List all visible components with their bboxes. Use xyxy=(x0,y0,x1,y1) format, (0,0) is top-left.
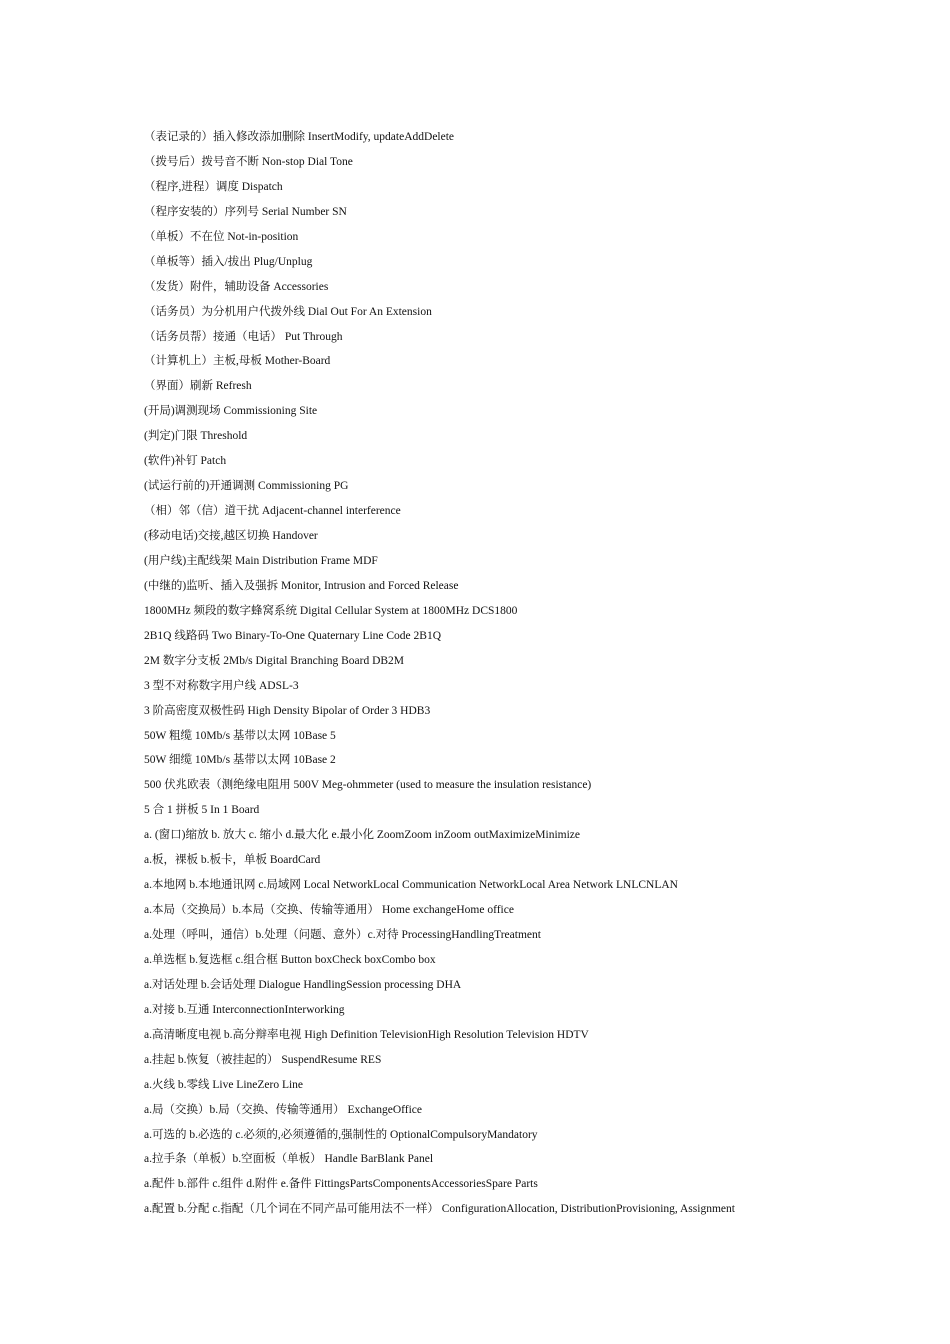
glossary-entry: 2B1Q 线路码 Two Binary-To-One Quaternary Line Code 2B1Q xyxy=(144,629,442,642)
glossary-entry: a.拉手条（单板）b.空面板（单板） Handle BarBlank Panel xyxy=(144,1153,434,1166)
glossary-entry: a.高清晰度电视 b.高分辩率电视 High Definition TelevisionHigh Resolution Television HDTV xyxy=(144,1028,589,1041)
glossary-entry: a.板，裸板 b.板卡，单板 BoardCard xyxy=(144,854,321,867)
glossary-entry: （计算机上）主板,母板 Mother-Board xyxy=(144,355,331,368)
glossary-entry: 50W 细缆 10Mb/s 基带以太网 10Base 2 xyxy=(144,754,336,767)
glossary-list xyxy=(144,127,924,1224)
glossary-entry: （话务员帮）接通（电话） Put Through xyxy=(144,330,343,343)
glossary-entry: 1800MHz 频段的数字蜂窝系统 Digital Cellular System at 1800MHz DCS1800 xyxy=(144,604,518,617)
glossary-entry: (中继的)监听、插入及强拆 Monitor, Intrusion and Forced Release xyxy=(144,579,459,592)
glossary-entry: a.单选框 b.复选框 c.组合框 Button boxCheck boxCombo box xyxy=(144,953,436,966)
glossary-entry: a.对话处理 b.会话处理 Dialogue HandlingSession processing DHA xyxy=(144,978,462,991)
glossary-entry: （程序,进程）调度 Dispatch xyxy=(144,180,283,193)
glossary-entry: 5 合 1 拼板 5 In 1 Board xyxy=(144,804,260,817)
glossary-entry: （单板）不在位 Not-in-position xyxy=(144,230,299,243)
glossary-entry: （拨号后）拨号音不断 Non-stop Dial Tone xyxy=(144,155,353,168)
glossary-entry: 50W 粗缆 10Mb/s 基带以太网 10Base 5 xyxy=(144,729,336,742)
glossary-entry: （单板等）插入/拔出 Plug/Unplug xyxy=(144,255,313,268)
glossary-entry: (用户线)主配线架 Main Distribution Frame MDF xyxy=(144,554,378,567)
glossary-entry: a.可选的 b.必选的 c.必须的,必须遵循的,强制性的 OptionalCompulsoryMandatory xyxy=(144,1128,538,1141)
glossary-entry: （程序安装的）序列号 Serial Number SN xyxy=(144,205,347,218)
glossary-entry: 3 阶高密度双极性码 High Density Bipolar of Order 3 HDB3 xyxy=(144,704,431,717)
glossary-entry: （话务员）为分机用户代拨外线 Dial Out For An Extension xyxy=(144,305,432,318)
glossary-entry: (移动电话)交接,越区切换 Handover xyxy=(144,530,318,542)
glossary-entry: a.火线 b.零线 Live LineZero Line xyxy=(144,1078,304,1091)
glossary-entry: a.配件 b.部件 c.组件 d.附件 e.备件 FittingsPartsComponentsAccessoriesSpare Parts xyxy=(144,1178,538,1191)
glossary-entry: (试运行前的)开通调测 Commissioning PG xyxy=(144,480,349,493)
glossary-entry: (判定)门限 Threshold xyxy=(144,430,248,443)
glossary-entry: (开局)调测现场 Commissioning Site xyxy=(144,405,318,418)
glossary-entry: a. (窗口)缩放 b. 放大 c. 缩小 d.最大化 e.最小化 ZoomZoom inZoom outMaximizeMinimize xyxy=(144,829,580,842)
glossary-entry: a.挂起 b.恢复（被挂起的） SuspendResume RES xyxy=(144,1053,382,1066)
glossary-entry: （发货）附件，辅助设备 Accessories xyxy=(144,280,329,293)
glossary-entry: a.处理（呼叫，通信）b.处理（问题、意外）c.对待 ProcessingHandlingTreatment xyxy=(144,929,541,941)
glossary-entry: (软件)补钉 Patch xyxy=(144,455,227,468)
glossary-entry: a.局（交换）b.局（交换、传输等通用） ExchangeOffice xyxy=(144,1103,422,1116)
glossary-entry: a.本局（交换局）b.本局（交换、传输等通用） Home exchangeHome office xyxy=(144,904,514,917)
glossary-entry: a.配置 b.分配 c.指配（几个词在不同产品可能用法不一样） ConfigurationAllocation, DistributionProvisioning, Assignment xyxy=(144,1203,735,1216)
glossary-entry: （界面）刷新 Refresh xyxy=(144,380,252,393)
glossary-entry: a.对接 b.互通 InterconnectionInterworking xyxy=(144,1003,345,1016)
glossary-entry: 3 型不对称数字用户线 ADSL-3 xyxy=(144,679,299,692)
glossary-entry: a.本地网 b.本地通讯网 c.局域网 Local NetworkLocal Communication NetworkLocal Area Network LNLCNLAN xyxy=(144,879,678,892)
glossary-entry: （表记录的）插入修改添加删除 InsertModify, updateAddDelete xyxy=(144,131,455,143)
glossary-entry: 2M 数字分支板 2Mb/s Digital Branching Board DB2M xyxy=(144,654,405,667)
glossary-entry: （相）邻（信）道干扰 Adjacent-channel interference xyxy=(144,505,401,518)
glossary-entry: 500 伏兆欧表（测绝缘电阻用 500V Meg-ohmmeter (used to measure the insulation resistance) xyxy=(144,779,592,792)
